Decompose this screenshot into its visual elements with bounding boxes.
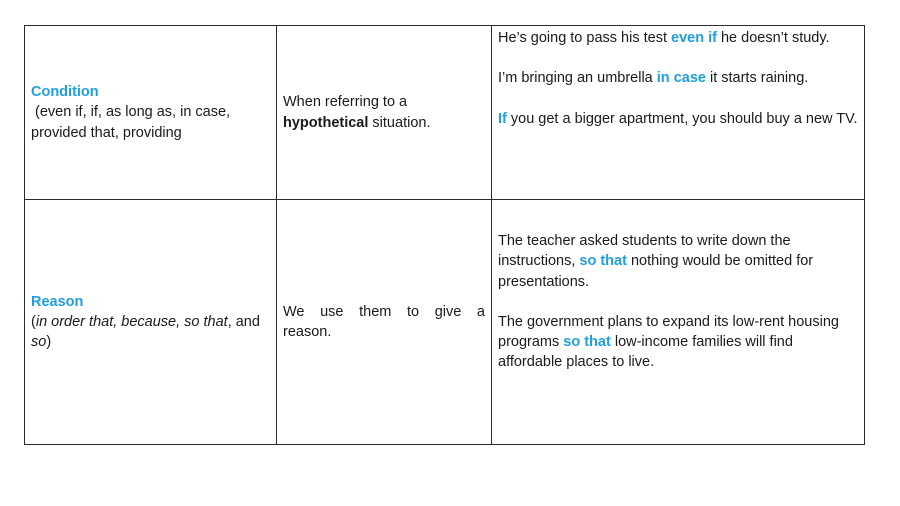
- term-cell: [25, 26, 277, 200]
- term-title: Condition: [31, 84, 99, 101]
- usage-cell: [277, 26, 492, 200]
- highlighted-conjunction: so that: [563, 334, 611, 351]
- example-sentence: If you get a bigger apartment, you should buy a new TV.: [498, 110, 858, 127]
- table-row-condition: [25, 26, 865, 200]
- examples-cell: [492, 26, 865, 200]
- term-conjunctions: (in order that, because, so that, and so): [31, 313, 264, 351]
- usage-cell: [277, 200, 492, 445]
- highlighted-conjunction: even if: [671, 30, 717, 46]
- example-sentence: He’s going to pass his test even if he doesn’t study.: [498, 30, 830, 46]
- table-row-reason: [25, 200, 865, 445]
- term-cell: [25, 200, 277, 445]
- example-sentence: The government plans to expand its low-rent housing programs so that low-income families will find affordable places to live.: [498, 313, 843, 371]
- example-sentence: The teacher asked students to write down the instructions, so that nothing would be omitted for presentations.: [498, 233, 814, 290]
- term-conjunctions: (even if, if, as long as, in case, provided that, providing: [31, 104, 235, 141]
- highlighted-conjunction: so that: [579, 253, 627, 270]
- highlighted-conjunction: in case: [656, 70, 706, 87]
- usage-text-post: situation.: [368, 114, 431, 131]
- term-title: Reason: [31, 293, 84, 310]
- conjunction-table: [24, 25, 865, 445]
- highlighted-conjunction: If: [498, 110, 507, 127]
- examples-cell: [492, 200, 865, 445]
- usage-text-bold: hypothetical: [283, 114, 369, 131]
- usage-text-line2: reason.: [283, 324, 332, 340]
- usage-text-line1: We use them to give a: [283, 303, 485, 320]
- example-sentence: I’m bringing an umbrella in case it starts raining.: [498, 70, 809, 87]
- usage-text-pre: When referring to a: [283, 94, 412, 111]
